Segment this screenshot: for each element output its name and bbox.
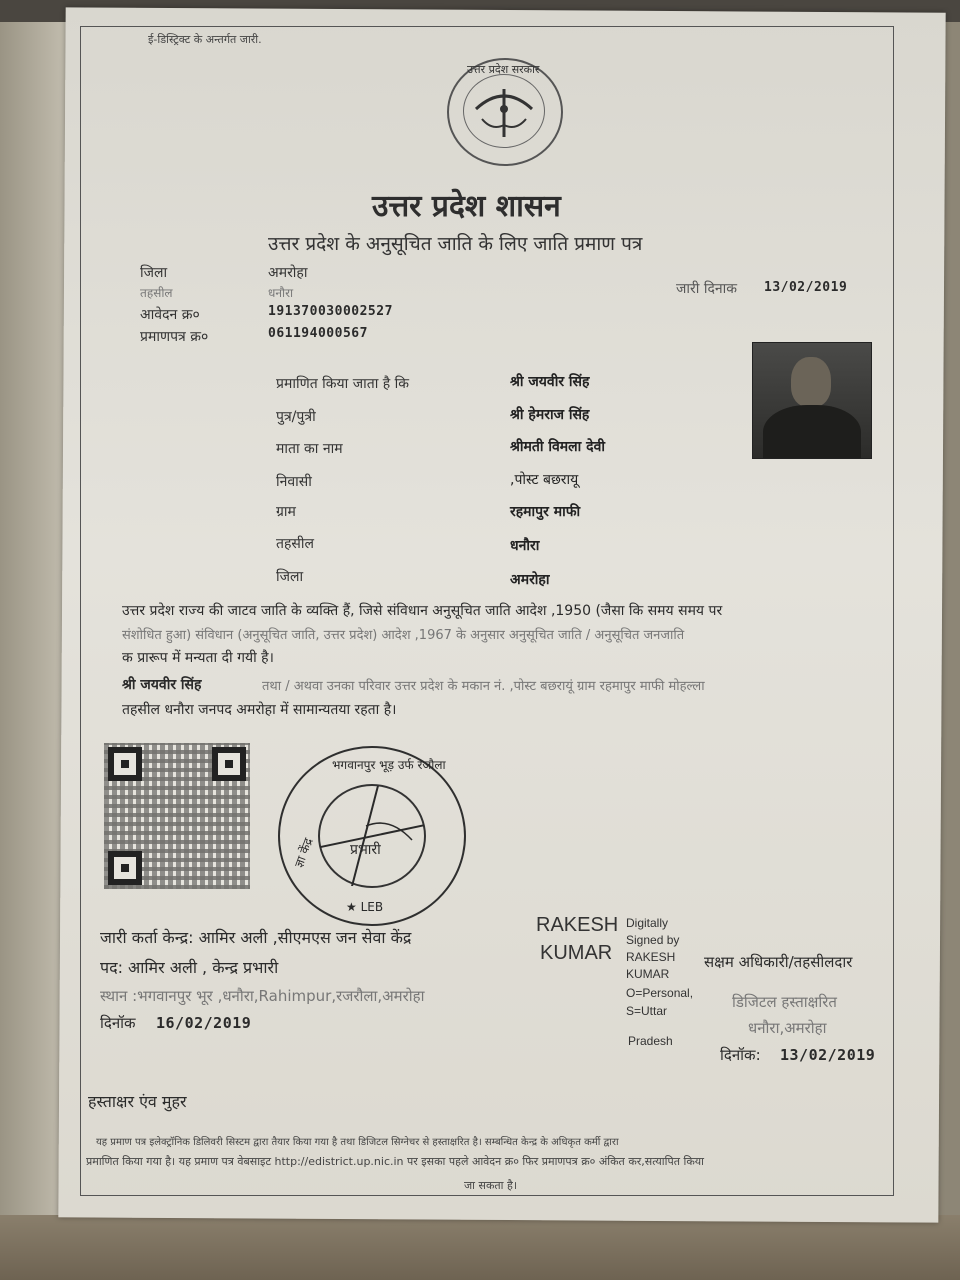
detail-value-6: धनौरा [510, 538, 540, 554]
issuer-place: स्थान :भगवानपुर भूर ,धनौरा,Rahimpur,रजरौला,अमरोहा [100, 987, 425, 1005]
edistrict-note: ई-डिस्ट्रिक्ट के अन्तर्गत जारी. [148, 33, 262, 46]
seal-signature-mark [320, 786, 424, 886]
footer-note-line-1: यह प्रमाण पत्र इलेक्ट्रॉनिक डिलिवरी सिस्टम द्वारा तैयार किया गया है तथा डिजिटल सिग्नेचर से हस्ताक्षरित है। सम्बन्धित केन्द्र के अधिकृत कर्मी द्वारा [96, 1137, 619, 1148]
body-line-2: संशोधित हुआ) संविधान (अनुसूचित जाति, उत्तर प्रदेश) आदेश ,1967 के अनुसार अनुसूचित जाति / अनुसूचित जनजाति [122, 628, 685, 643]
digital-signature-line-1: Digitally [626, 916, 669, 930]
digital-signature-line-6: S=Uttar [626, 1004, 668, 1018]
detail-label-4: निवासी [276, 474, 312, 490]
issuer-post: पद: आमिर अली , केन्द्र प्रभारी [100, 958, 279, 977]
authority-title: सक्षम अधिकारी/तहसीलदार [704, 953, 853, 971]
body-line-4-rest: तथा / अथवा उनका परिवार उत्तर प्रदेश के मकान नं. ,पोस्ट बछरायूं ग्राम रहमापुर माफी मोहल्ला [262, 679, 705, 694]
detail-value-2: श्री हेमराज सिंह [510, 407, 590, 423]
tehsil-label: तहसील [140, 286, 173, 300]
authority-place: धनौरा,अमरोहा [748, 1019, 827, 1037]
sign-and-seal-label: हस्ताक्षर एंव मुहर [88, 1092, 187, 1111]
body-line-5: तहसील धनौरा जनपद अमरोहा में सामान्यतया रहता है। [122, 702, 397, 718]
digital-signature-line-3: RAKESH [626, 950, 676, 964]
qr-finder-top-right [212, 747, 246, 781]
government-title: उत्तर प्रदेश शासन [372, 189, 561, 224]
qr-finder-bottom-left [108, 851, 142, 885]
body-line-3: क प्रारूप में मन्यता दी गयी है। [122, 650, 274, 666]
detail-label-1: प्रमाणित किया जाता है कि [276, 376, 410, 392]
issue-date: 13/02/2019 [764, 280, 848, 295]
detail-label-7: जिला [276, 569, 304, 585]
issuer-date-label: दिनॉक [100, 1014, 136, 1032]
detail-value-4: ,पोस्ट बछरायू [510, 472, 579, 488]
detail-label-2: पुत्र/पुत्री [276, 409, 316, 425]
authority-date-label: दिनॉक: [720, 1046, 761, 1064]
certificate-title: उत्तर प्रदेश के अनुसूचित जाति के लिए जाति प्रमाण पत्र [268, 233, 643, 255]
signer-name-line-1: RAKESH [536, 914, 619, 936]
detail-label-5: ग्राम [276, 504, 296, 520]
issue-date-label: जारी दिनाक [676, 281, 738, 297]
bow-arrow-fish-icon [464, 75, 544, 147]
detail-value-7: अमरोहा [510, 572, 550, 588]
detail-label-3: माता का नाम [276, 441, 343, 457]
application-number: 191370030002527 [268, 304, 393, 319]
issuer-date: 16/02/2019 [156, 1014, 252, 1032]
footer-note-line-2: प्रमाणित किया गया है। यह प्रमाण पत्र वेबसाइट http://edistrict.up.nic.in पर इसका पहले आवेदन क्र० फिर प्रमाणपत्र क्र० अंकित कर,सत्यापित किया [86, 1155, 705, 1168]
applicant-photo [752, 342, 872, 459]
up-government-emblem-icon [447, 58, 563, 166]
digital-signature-line-5: O=Personal, [626, 986, 694, 1000]
certificate-number-label: प्रमाणपत्र क्र० [140, 329, 209, 345]
qr-code [104, 743, 250, 889]
table-surface [0, 1215, 960, 1280]
district-value: अमरोहा [268, 265, 308, 281]
emblem-text: उत्तर प्रदेश सरकार [467, 63, 540, 76]
digital-signature-line-7: Pradesh [628, 1034, 673, 1048]
district-label: जिला [140, 265, 168, 281]
digital-signature-line-2: Signed by [626, 933, 680, 947]
certificate-number: 061194000567 [268, 326, 368, 341]
seal-side-text: ज्ञा केंद्र [291, 836, 316, 870]
qr-finder-top-left [108, 747, 142, 781]
tehsil-value: धनौरा [268, 286, 294, 300]
digital-signature-line-4: KUMAR [626, 967, 670, 981]
seal-inner-text: प्रभारी [350, 842, 381, 858]
issuer-centre: जारी कर्ता केन्द्र: आमिर अली ,सीएमएस जन सेवा केंद्र [100, 928, 412, 947]
detail-value-5: रहमापुर माफी [510, 504, 581, 520]
body-line-4-name: श्री जयवीर सिंह [122, 677, 202, 693]
authority-date: 13/02/2019 [780, 1046, 876, 1064]
footer-note-line-3: जा सकता है। [464, 1179, 518, 1192]
centre-seal-stamp [278, 746, 466, 926]
detail-label-6: तहसील [276, 536, 314, 552]
application-label: आवेदन क्र० [140, 307, 200, 323]
seal-bottom-text: ★ LEB [346, 900, 384, 914]
seal-outer-text: भगवानपुर भूड़ उर्फ रजौला [332, 758, 446, 772]
body-line-1: उत्तर प्रदेश राज्य की जाटव जाति के व्यक्ति हैं, जिसे संविधान अनुसूचित जाति आदेश ,1950 (जैसा कि समय समय पर [122, 603, 723, 619]
detail-value-3: श्रीमती विमला देवी [510, 439, 606, 455]
detail-value-1: श्री जयवीर सिंह [510, 374, 590, 390]
authority-signed: डिजिटल हस्ताक्षरित [732, 993, 837, 1011]
signer-name-line-2: KUMAR [540, 942, 613, 964]
